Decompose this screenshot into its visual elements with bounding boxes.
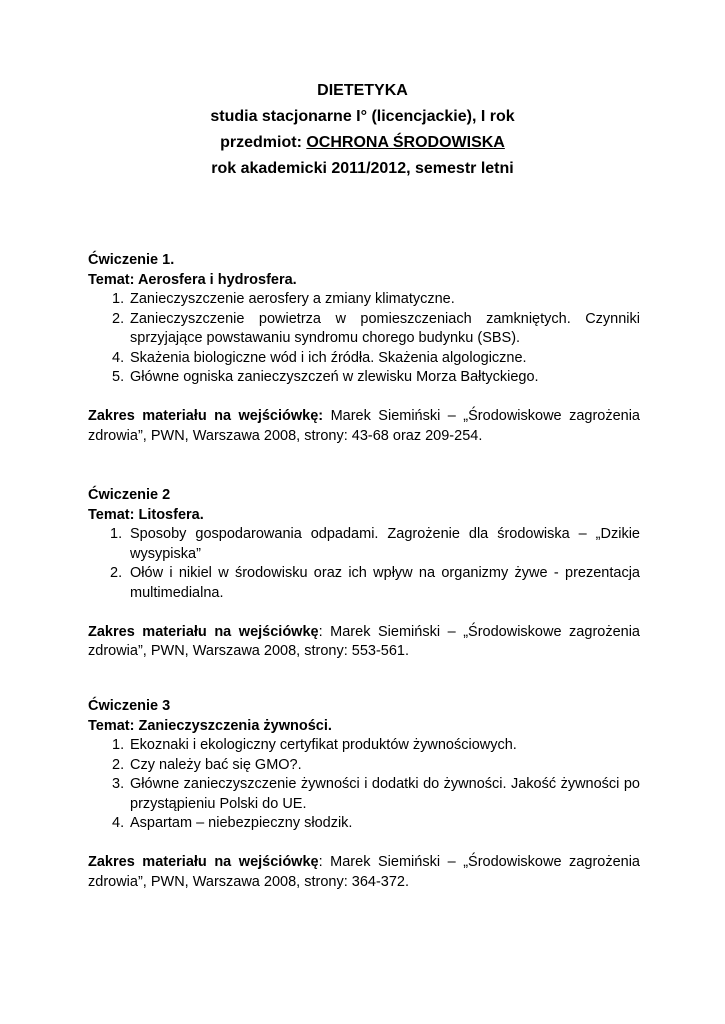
exercise-section-3 (88, 697, 640, 892)
list-item: 4. Aspartam – niebezpieczny słodzik. (112, 815, 353, 831)
exercise-topic: Temat: Litosfera. (88, 506, 204, 523)
list-item: 1. Ekoznaki i ekologiczny certyfikat produktów żywnościowych. (112, 737, 517, 753)
exercise-topic: Temat: Zanieczyszczenia żywności. (88, 717, 332, 734)
exercise-title: Ćwiczenie 2 (88, 487, 171, 503)
list-item: 5. Główne ogniska zanieczyszczeń w zlewisku Morza Bałtyckiego. (112, 369, 539, 385)
reading-scope (88, 853, 640, 892)
list-item: 4. Skażenia biologiczne wód i ich źródła. Skażenia algologiczne. (112, 349, 527, 366)
exercise-items (88, 290, 640, 388)
exercise-title: Ćwiczenie 1. (88, 252, 175, 268)
reading-scope (88, 407, 640, 446)
reading-scope (88, 623, 640, 662)
list-item: 2. Ołów i nikiel w środowisku oraz ich wpływ na organizmy żywe - prezentacja multimedialna. (110, 565, 640, 601)
exercise-title: Ćwiczenie 3 (88, 698, 171, 714)
exercise-items (88, 736, 640, 834)
reading-scope-label: Zakres materiału na wejściówkę (88, 854, 319, 870)
subject-line (0, 130, 725, 156)
study-mode: studia stacjonarne I° (licencjackie), I rok (210, 108, 515, 125)
exercise-section-2 (88, 486, 640, 662)
list-item: 2. Zanieczyszczenie powietrza w pomieszczeniach zamkniętych. Czynniki sprzyjające powstawaniu syndromu chorego budynku (SBS). (112, 310, 640, 346)
subject-prefix: przedmiot: (220, 134, 307, 151)
list-item: 2. Czy należy bać się GMO?. (112, 756, 302, 773)
exercise-section-1 (88, 251, 640, 446)
field-of-study: DIETETYKA (317, 82, 408, 99)
reading-scope-label: Zakres materiału na wejściówkę (88, 623, 319, 640)
reading-scope-text: : Marek Siemiński – „Środowiskowe zagrożenia zdrowia”, PWN, Warszawa 2008, strony: 553-561. (88, 623, 640, 659)
subject-name: OCHRONA ŚRODOWISKA (306, 134, 505, 151)
list-item: 3. Główne zanieczyszczenie żywności i dodatki do żywności. Jakość żywności po przystąpieniu Polski do UE. (112, 776, 640, 812)
reading-scope-text: Marek Siemiński – „Środowiskowe zagrożenia zdrowia”, PWN, Warszawa 2008, strony: 43-68 oraz 209-254. (88, 408, 640, 444)
exercise-items (88, 525, 640, 603)
academic-year: rok akademicki 2011/2012, semestr letni (211, 160, 514, 177)
reading-scope-label: Zakres materiału na wejściówkę: (88, 408, 324, 424)
reading-scope-text: : Marek Siemiński – „Środowiskowe zagrożenia zdrowia”, PWN, Warszawa 2008, strony: 364-372. (88, 854, 640, 890)
list-item: 1. Sposoby gospodarowania odpadami. Zagrożenie dla środowiska – „Dzikie wysypiska” (110, 526, 640, 562)
list-item: 1. Zanieczyszczenie aerosfery a zmiany klimatyczne. (112, 291, 455, 307)
exercise-topic: Temat: Aerosfera i hydrosfera. (88, 271, 297, 288)
document-header (0, 78, 725, 182)
